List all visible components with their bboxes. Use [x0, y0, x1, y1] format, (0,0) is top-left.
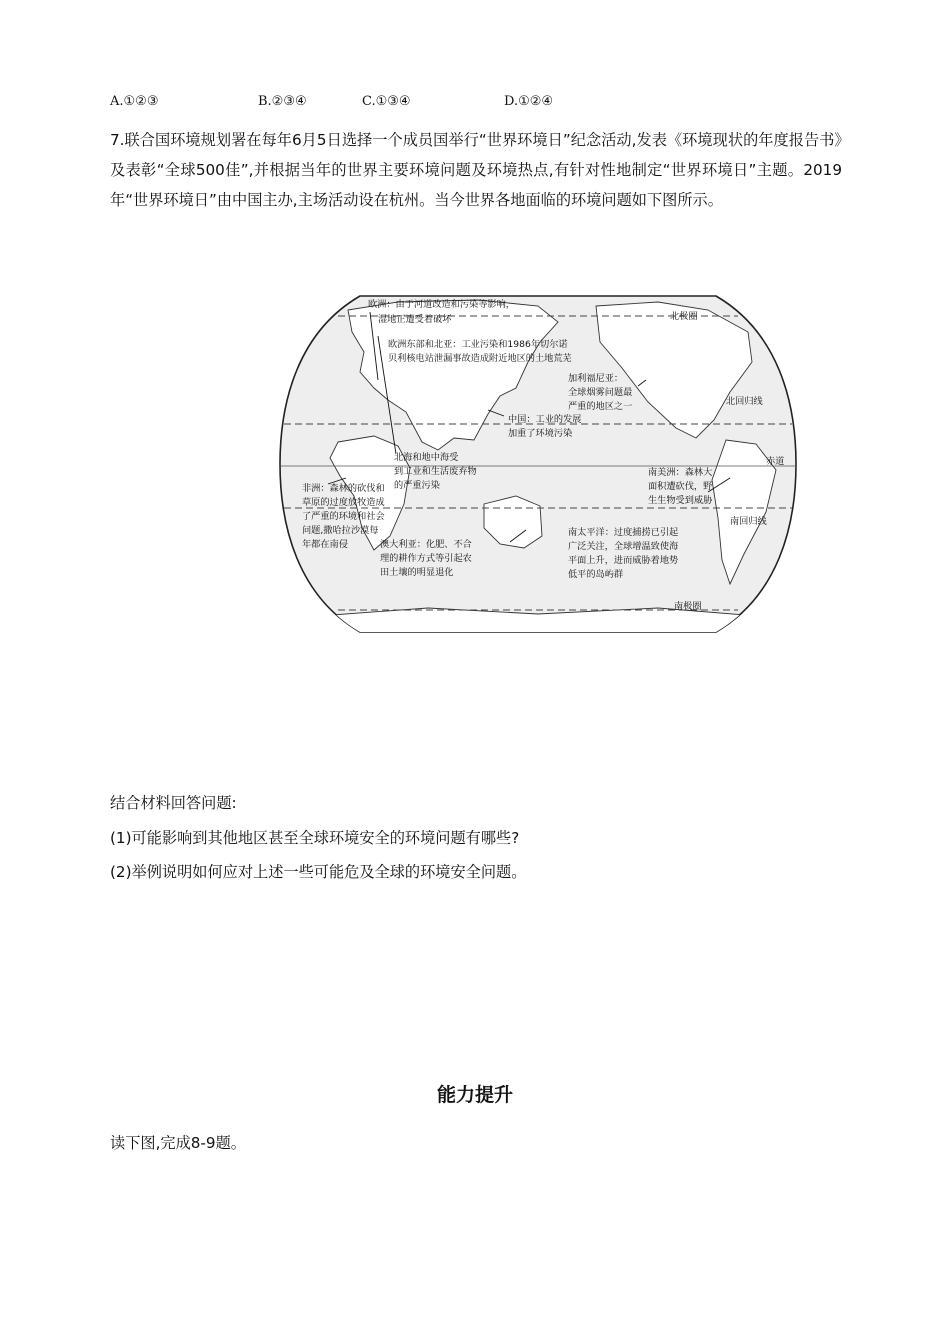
world-environment-map [278, 292, 798, 636]
option-d: D.①②④ [504, 94, 554, 109]
label-equator: 赤道 [766, 456, 785, 467]
label-australia-2: 理的耕作方式等引起农 [380, 553, 472, 564]
label-south-america-1: 南美洲：森林大 [648, 467, 713, 478]
label-europe-1: 欧洲：由于河道改造和污染等影响， [368, 299, 515, 310]
label-south-america-2: 面积遭砍伐，野 [648, 481, 713, 492]
label-australia-1: 澳大利亚：化肥、不合 [380, 539, 472, 550]
label-california-2: 全球烟雾问题最 [568, 387, 633, 398]
option-c: C.①③④ [362, 94, 411, 109]
label-south-pacific-4: 低平的岛屿群 [568, 569, 624, 580]
label-africa-1: 非洲：森林的砍伐和 [302, 483, 385, 494]
label-california-1: 加利福尼亚： [568, 373, 624, 384]
label-tropic-cancer: 北回归线 [726, 396, 763, 407]
label-north-sea-3: 的严重污染 [394, 480, 440, 491]
answer-prompt: 结合材料回答问题: [110, 794, 237, 812]
label-south-pacific-1: 南太平洋：过度捕捞已引起 [568, 527, 679, 538]
sub-question-1: (1)可能影响到其他地区甚至全球环境安全的环境问题有哪些? [110, 829, 520, 847]
option-a: A.①②③ [110, 94, 159, 109]
label-north-sea-2: 到工业和生活废弃物 [394, 466, 477, 477]
label-africa-4: 问题,撒哈拉沙漠每 [302, 525, 379, 536]
label-south-pacific-2: 广泛关注，全球增温致使海 [568, 541, 679, 552]
answer-options [110, 94, 850, 114]
section-heading: 能力提升 [436, 1084, 513, 1106]
label-tropic-capricorn: 南回归线 [730, 516, 767, 527]
world-map-figure [278, 292, 798, 636]
label-australia-3: 田土壤的明显退化 [380, 567, 454, 578]
label-china-1: 中国：工业的发展 [508, 414, 582, 425]
label-china-2: 加重了环境污染 [508, 428, 573, 439]
label-europe-2: 湿地正遭受着破坏 [378, 314, 452, 325]
label-africa-2: 草原的过度放牧造成 [302, 497, 385, 508]
option-b: B.②③④ [258, 94, 307, 109]
question-7-text: 7.联合国环境规划署在每年6月5日选择一个成员国举行“世界环境日”纪念活动,发表《环境现状的年度报告书》及表彰“全球500佳”,并根据当年的世界主要环境问题及环境热点,有针对性地制定“世界环境日”主题。2019年“世界环境日”由中国主办,主场活动设在杭州。当今世界各地面临的环境问题如下图所示。 [110, 131, 842, 209]
label-east-europe-2: 贝利核电站泄漏事故造成附近地区的土地荒芜 [388, 353, 572, 364]
label-north-sea-1: 北海和地中海受 [394, 452, 459, 463]
label-africa-5: 年都在南侵 [302, 539, 348, 550]
instruction-text: 读下图,完成8-9题。 [110, 1134, 246, 1152]
label-east-europe-1: 欧洲东部和北亚：工业污染和1986年切尔诺 [388, 339, 568, 350]
label-antarctic-circle: 南极圈 [674, 601, 702, 612]
label-arctic-circle: 北极圈 [670, 311, 698, 322]
sub-question-2: (2)举例说明如何应对上述一些可能危及全球的环境安全问题。 [110, 863, 527, 881]
label-africa-3: 了严重的环境和社会 [302, 511, 385, 522]
label-south-america-3: 生生物受到威胁 [648, 495, 713, 506]
label-california-3: 严重的地区之一 [568, 401, 633, 412]
label-south-pacific-3: 平面上升，进而威胁着地势 [568, 555, 679, 566]
